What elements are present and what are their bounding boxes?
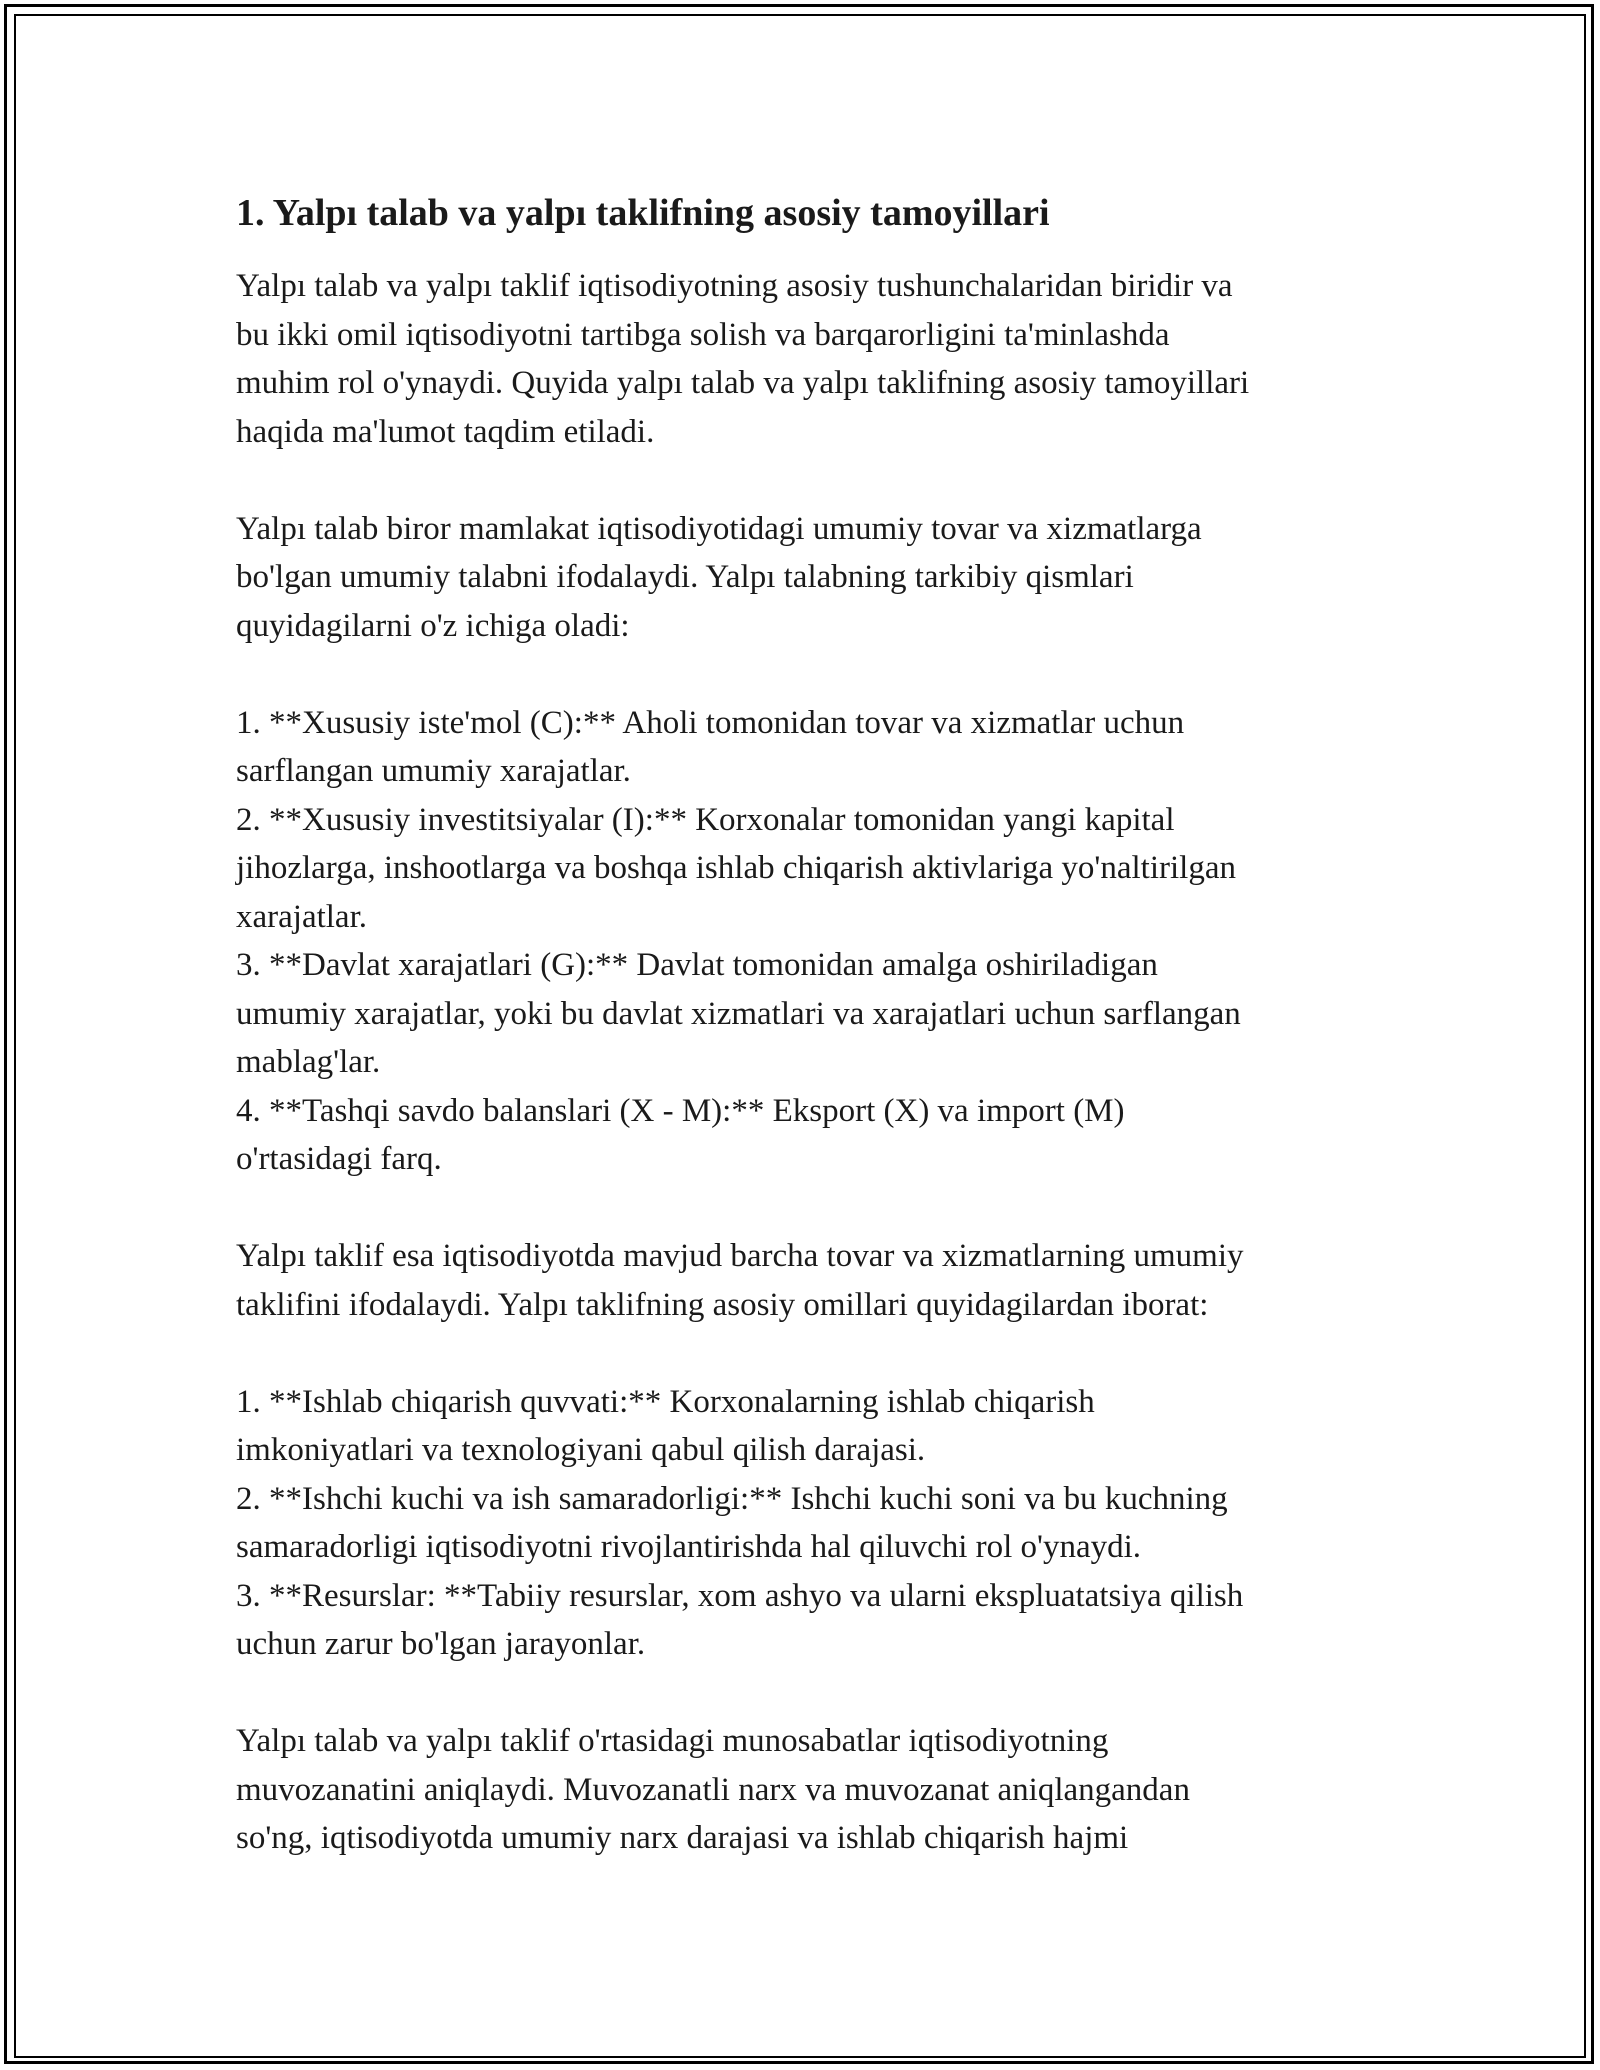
list-item-line: uchun zarur bo'lgan jarayonlar. — [236, 1626, 646, 1662]
text-line: taklifini ifodalaydi. Yalpı taklifning asosiy omillari quyidagilardan iborat: — [236, 1286, 1209, 1323]
list-item-line: xarajatlar. — [236, 898, 368, 935]
document-body — [236, 188, 1376, 1911]
section-heading: 1. Yalpı talab va yalpı taklifning asosiy tamoyillari — [236, 192, 1050, 234]
list-item-line: umumiy xarajatlar, yoki bu davlat xizmatlari va xarajatlari uchun sarflangan — [236, 995, 1241, 1032]
list-item-line: samaradorligi iqtisodiyotni rivojlantirishda hal qiluvchi rol o'ynaydi. — [236, 1529, 1142, 1565]
text-line: Yalpı talab va yalpı taklif iqtisodiyotning asosiy tushunchalaridan biridir va — [236, 268, 1233, 304]
text-line: muhim rol o'ynaydi. Quyida yalpı talab va yalpı taklifning asosiy tamoyillari — [236, 365, 1250, 401]
list-item-line: 1. **Ishlab chiqarish quvvati:** Korxonalarning ishlab chiqarish — [236, 1383, 1095, 1420]
list-item-line: 2. **Xususiy investitsiyalar (I):** Korxonalar tomonidan yangi kapital — [236, 801, 1175, 838]
list-item-line: sarflangan umumiy xarajatlar. — [236, 753, 631, 789]
paragraph-aggregate-demand — [236, 505, 1376, 651]
paragraph-intro — [236, 262, 1376, 456]
text-line: haqida ma'lumot taqdim etiladi. — [236, 413, 655, 450]
list-item-line: 3. **Resurslar: **Tabiiy resurslar, xom ashyo va ularni ekspluatatsiya qilish — [236, 1577, 1244, 1614]
text-line: bo'lgan umumiy talabni ifodalaydi. Yalpı talabning tarkibiy qismlari — [236, 559, 1134, 595]
list-item-line: imkoniyatlari va texnologiyani qabul qilish darajasi. — [236, 1432, 926, 1468]
text-line: Yalpı taklif esa iqtisodiyotda mavjud barcha tovar va xizmatlarning umumiy — [236, 1238, 1244, 1274]
list-item-line: jihozlarga, inshootlarga va boshqa ishlab chiqarish aktivlariga yo'naltirilgan — [236, 850, 1236, 886]
text-line: muvozanatini aniqlaydi. Muvozanatli narx va muvozanat aniqlangandan — [236, 1771, 1190, 1808]
list-item-line: mablag'lar. — [236, 1044, 381, 1080]
text-line: quyidagilarni o'z ichiga oladi: — [236, 607, 630, 644]
list-item-line: 3. **Davlat xarajatlari (G):** Davlat tomonidan amalga oshiriladigan — [236, 947, 1158, 983]
list-item-line: 1. **Xususiy iste'mol (C):** Aholi tomonidan tovar va xizmatlar uchun — [236, 704, 1185, 741]
paragraph-equilibrium — [236, 1717, 1376, 1863]
paragraph-aggregate-supply — [236, 1232, 1376, 1329]
list-demand-components — [236, 699, 1376, 1184]
list-supply-factors — [236, 1378, 1376, 1669]
text-line: Yalpı talab va yalpı taklif o'rtasidagi munosabatlar iqtisodiyotning — [236, 1723, 1109, 1759]
list-item-line: o'rtasidagi farq. — [236, 1141, 442, 1177]
list-item-line: 2. **Ishchi kuchi va ish samaradorligi:** Ishchi kuchi soni va bu kuchning — [236, 1480, 1228, 1517]
text-line: bu ikki omil iqtisodiyotni tartibga solish va barqarorligini ta'minlashda — [236, 316, 1170, 353]
list-item-line: 4. **Tashqi savdo balanslari (X - M):** Eksport (X) va import (M) — [236, 1092, 1125, 1129]
text-line: so'ng, iqtisodiyotda umumiy narx darajasi va ishlab chiqarish hajmi — [236, 1820, 1129, 1856]
text-line: Yalpı talab biror mamlakat iqtisodiyotidagi umumiy tovar va xizmatlarga — [236, 510, 1202, 547]
